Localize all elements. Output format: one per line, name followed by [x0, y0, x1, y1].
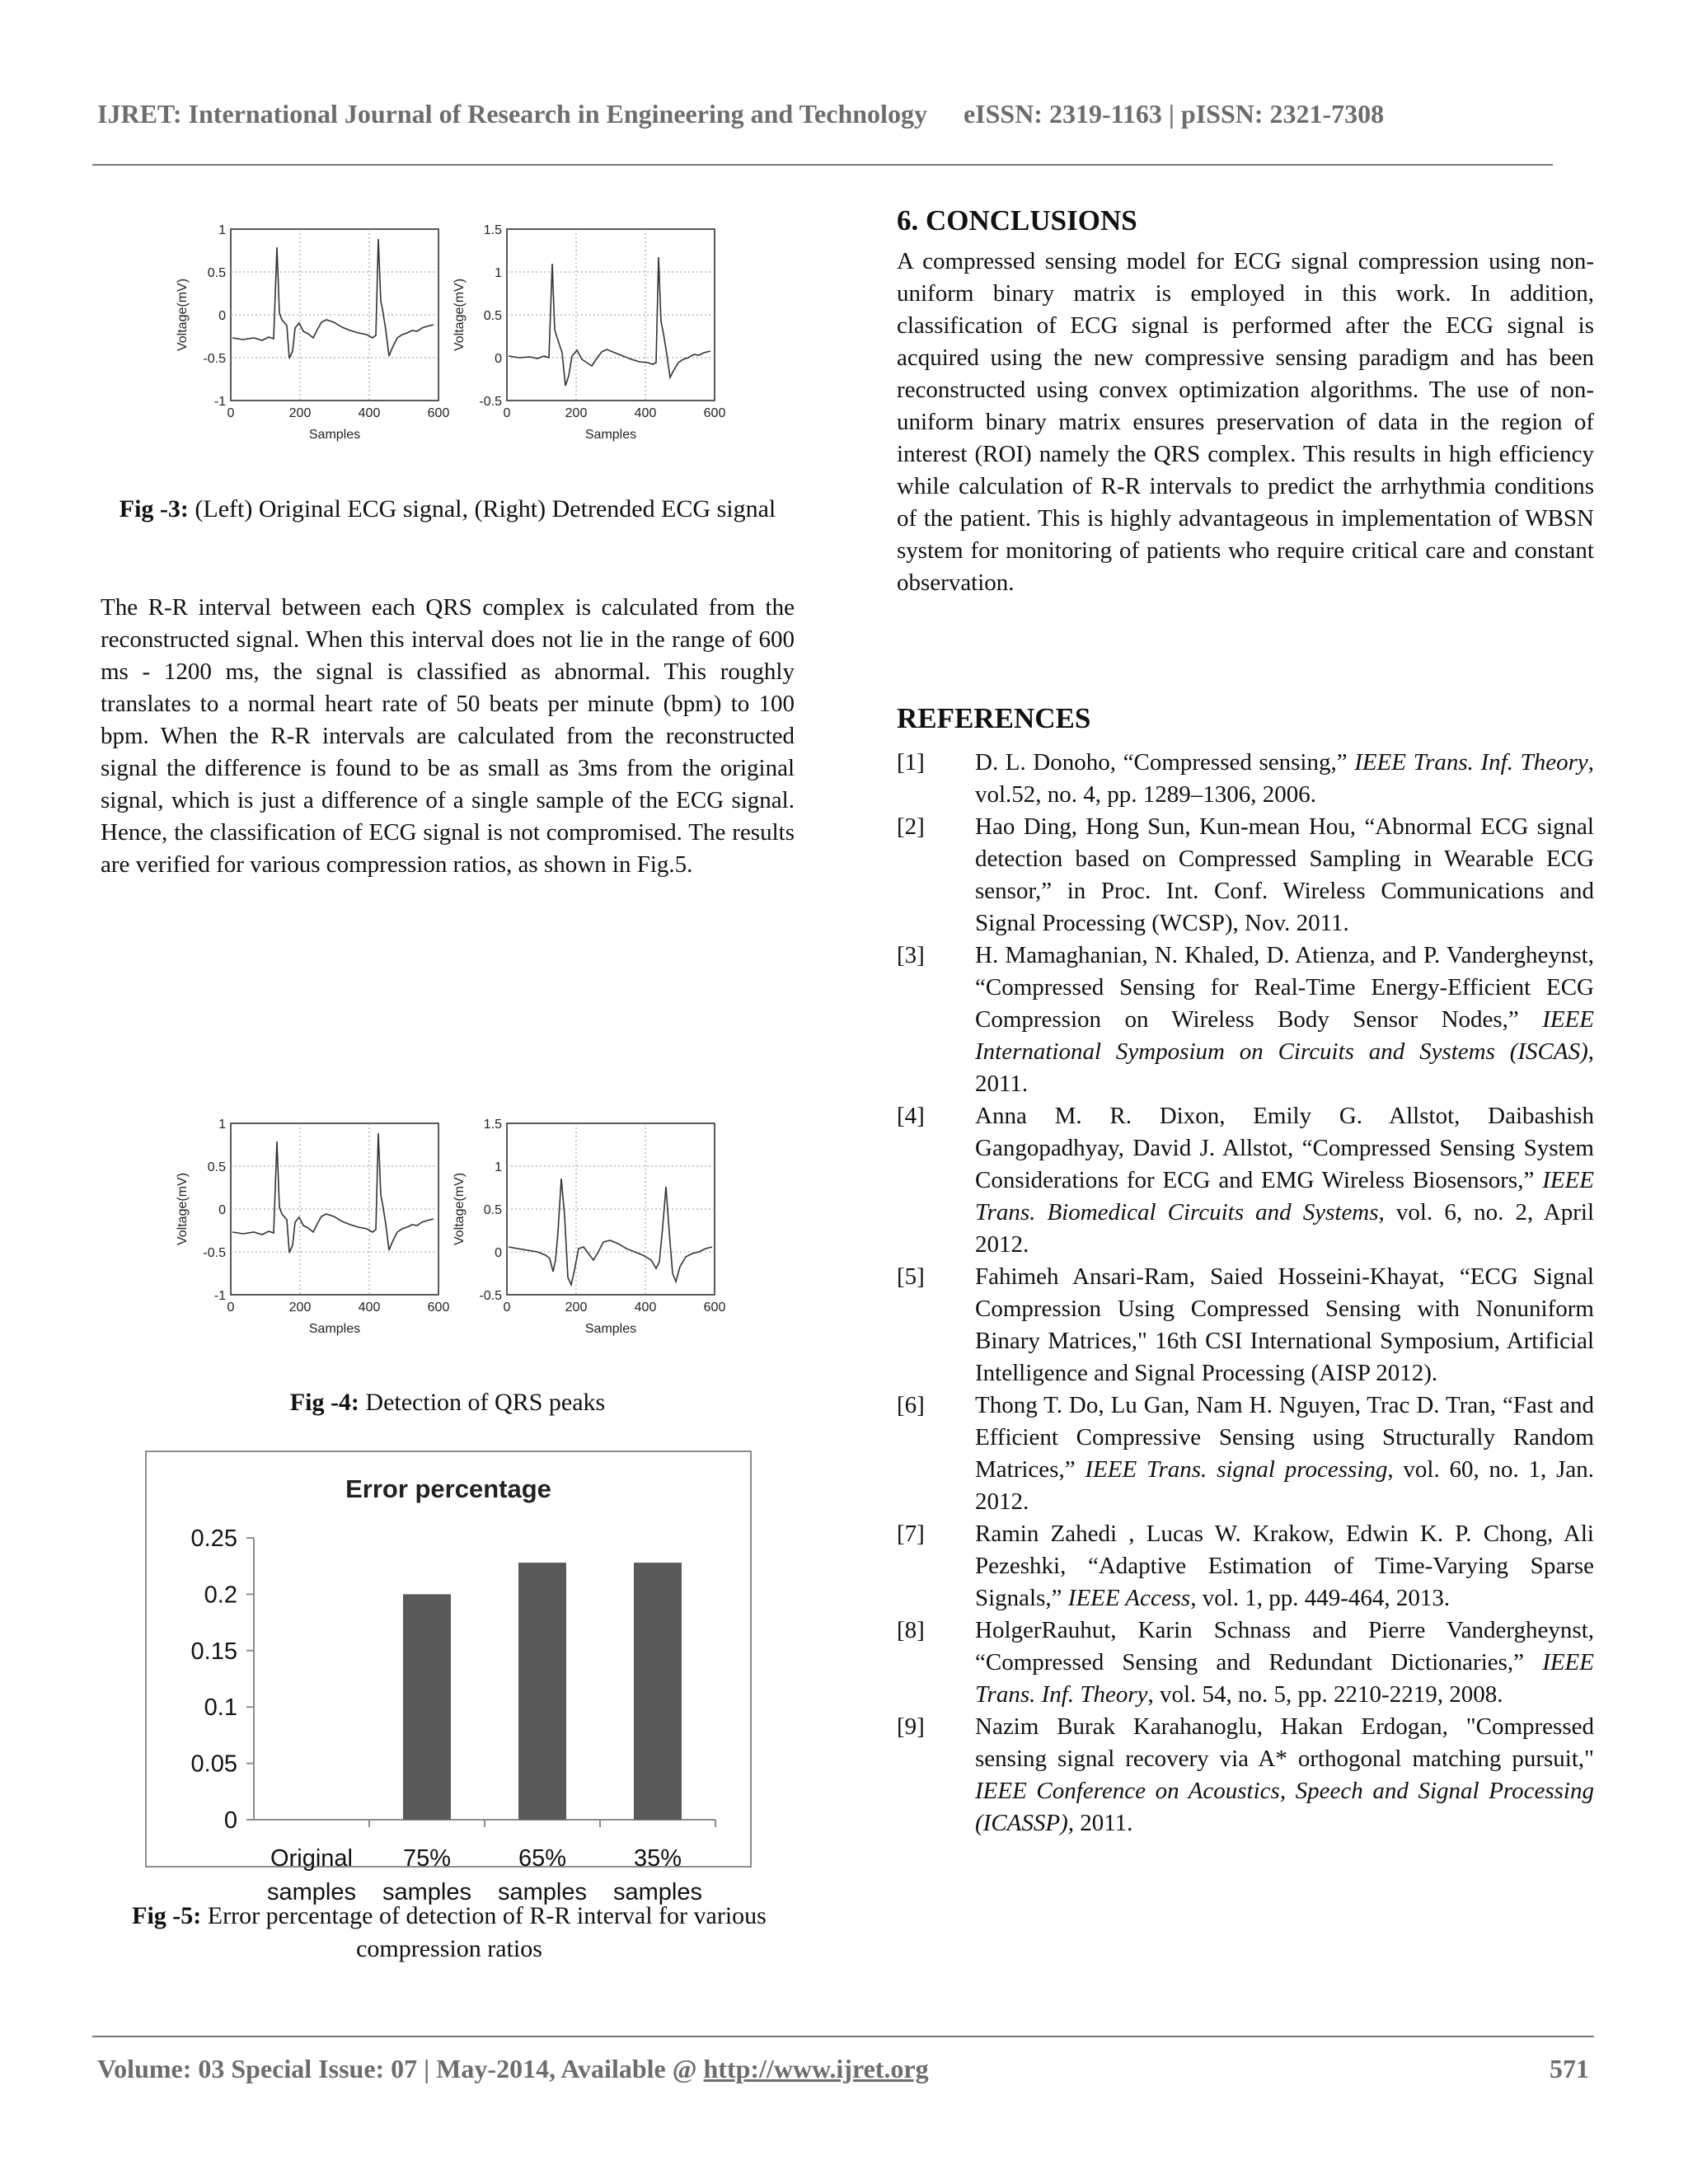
x-category-label: 65%: [518, 1845, 567, 1872]
chart-bars: [403, 1563, 682, 1820]
bar-3: [518, 1563, 566, 1820]
bar-4: [634, 1563, 682, 1820]
reference-item: [6] Thong T. Do, Lu Gan, Nam H. Nguyen, Trac D. Tran, “Fast and Efficient Compressive Sensing using Structurally Random Matrices,” IEEE Trans. signal processing, vol. 60, no. 1, Jan. 2012.: [897, 1392, 1594, 1515]
chart-title: Error percentage: [345, 1474, 551, 1503]
y-tick-label: 0.25: [190, 1526, 237, 1552]
svg-text:0: 0: [227, 1301, 235, 1315]
fig4-left-yticks: [203, 1118, 226, 1303]
fig3-left-xlabel: Samples: [308, 428, 361, 442]
svg-text:200: 200: [565, 406, 588, 420]
footer: [97, 2054, 929, 2084]
fig4-right-xlabel: Samples: [584, 1322, 637, 1336]
fig4-right-plot: [452, 1118, 725, 1336]
svg-text:-1: -1: [213, 395, 226, 409]
fig3-right-ylabel: Voltage(mV): [452, 278, 467, 352]
references-section: [897, 702, 1594, 1840]
fig5-caption-text: Error percentage of detection of R-R interval for various compression ratios: [201, 1902, 767, 1962]
fig3-caption-label: Fig -3:: [119, 495, 189, 523]
fig4-right-xticks: [504, 1301, 726, 1315]
fig4-right-yticks: [479, 1118, 502, 1303]
svg-text:0.5: 0.5: [483, 1203, 502, 1217]
svg-text:600: 600: [703, 406, 726, 420]
x-category-label: 35%: [633, 1845, 682, 1872]
svg-text:400: 400: [358, 406, 381, 420]
x-category-label: 75%: [402, 1845, 452, 1872]
svg-text:1: 1: [495, 266, 502, 280]
svg-text:0: 0: [503, 406, 511, 420]
fig3-left-yticks: [203, 223, 226, 409]
fig4-left-xticks: [227, 1301, 450, 1315]
fig4-left-ylabel: Voltage(mV): [176, 1172, 190, 1246]
header-rule: [92, 164, 1553, 166]
svg-text:0.5: 0.5: [483, 309, 502, 323]
footer-rule: [92, 2036, 1594, 2037]
svg-text:400: 400: [634, 1301, 657, 1315]
fig4-plots: [165, 1108, 742, 1347]
x-category-label: samples: [613, 1879, 702, 1905]
y-tick-label: 0: [223, 1807, 237, 1834]
svg-text:1: 1: [495, 1160, 502, 1174]
fig4-caption-label: Fig -4:: [289, 1389, 359, 1416]
reference-item: [9] Nazim Burak Karahanoglu, Hakan Erdogan, "Compressed sensing signal recovery via A* orthogonal matching pursuit," IEEE Conference on Acoustics, Speech and Signal Processing (ICASSP), 2011.: [897, 1713, 1594, 1836]
y-tick-label: 0.1: [204, 1694, 237, 1722]
svg-text:200: 200: [565, 1301, 588, 1315]
left-paragraph: The R-R interval between each QRS complex is calculated from the reconstructed signal. When this interval does not lie in the range of 600 ms - 1200 ms, the signal is classified as abnormal. This roughly translates to a normal heart rate of 50 beats per minute (bpm) to 100 bpm. When the R-R intervals are calculated from the reconstructed signal the difference is found to be as small as 3ms from the original signal, which is just a difference of a single sample of the ECG signal. Hence, the classification of ECG signal is not compromised. The results are verified for various compression ratios, as shown in Fig.5.: [101, 594, 795, 878]
journal-title: IJRET: International Journal of Research in Engineering and Technology: [97, 99, 927, 129]
svg-text:200: 200: [288, 1301, 312, 1315]
footer-text: Volume: 03 Special Issue: 07 | May-2014, Available @: [97, 2054, 704, 2083]
conclusions-heading: 6. CONCLUSIONS: [897, 204, 1137, 237]
fig5-caption-label: Fig -5:: [132, 1902, 202, 1929]
y-tick-label: 0.05: [190, 1750, 237, 1778]
svg-text:0: 0: [503, 1301, 511, 1315]
fig4-left-xlabel: Samples: [308, 1322, 361, 1336]
svg-text:0.5: 0.5: [207, 266, 226, 280]
svg-text:400: 400: [358, 1301, 381, 1315]
x-category-label: samples: [498, 1879, 587, 1905]
reference-item: [4] Anna M. R. Dixon, Emily G. Allstot, Daibashish Gangopadhyay, David J. Allstot, “Compressed Sensing System Considerations for ECG and EMG Wireless Biosensors,” IEEE Trans. Biomedical Circuits and Systems, vol. 6, no. 2, April 2012.: [897, 1103, 1594, 1258]
fig3-right-plot: [452, 223, 725, 442]
svg-text:0: 0: [495, 1246, 502, 1260]
fig5-caption: [124, 1900, 775, 1966]
svg-text:-1: -1: [213, 1289, 226, 1303]
svg-text:1.5: 1.5: [483, 1118, 502, 1132]
x-category-label: samples: [382, 1879, 471, 1905]
references-heading: REFERENCES: [897, 702, 1091, 734]
x-category-label: samples: [267, 1879, 356, 1905]
svg-text:-0.5: -0.5: [479, 395, 502, 409]
svg-text:600: 600: [427, 1301, 450, 1315]
y-tick-label: 0.2: [204, 1582, 237, 1609]
svg-text:1: 1: [218, 1118, 226, 1132]
journal-link[interactable]: http://www.ijret.org: [703, 2054, 929, 2083]
svg-text:1.5: 1.5: [483, 223, 502, 237]
fig4-right-ylabel: Voltage(mV): [452, 1172, 467, 1246]
x-category-label: Original: [270, 1845, 353, 1872]
svg-text:200: 200: [288, 406, 312, 420]
fig3-right-yticks: [479, 223, 502, 409]
y-tick-label: 0.15: [190, 1638, 237, 1665]
svg-text:600: 600: [703, 1301, 726, 1315]
reference-item: [5] Fahimeh Ansari-Ram, Saied Hosseini-Khayat, “ECG Signal Compression Using Compressed Sensing with Nonuniform Binary Matrices," 16th CSI International Symposium, Artificial Intelligence and Signal Processing (AISP 2012).: [897, 1263, 1594, 1386]
svg-text:1: 1: [218, 223, 226, 237]
svg-text:0: 0: [218, 1203, 226, 1217]
fig3-left-xticks: [227, 406, 450, 420]
fig3-left-plot: [176, 223, 449, 442]
fig4-left-plot: [176, 1118, 449, 1336]
svg-text:-0.5: -0.5: [479, 1289, 502, 1303]
fig4-caption: [101, 1386, 795, 1419]
conclusions-section: [897, 204, 1594, 599]
references-list: [897, 747, 1594, 1840]
fig3-caption: [101, 493, 795, 526]
reference-item: [1] D. L. Donoho, “Compressed sensing,” IEEE Trans. Inf. Theory, vol.52, no. 4, pp. 1289–1306, 2006.: [897, 749, 1594, 808]
svg-text:-0.5: -0.5: [203, 1246, 226, 1260]
bar-2: [403, 1594, 451, 1820]
error-percentage-chart: [145, 1451, 752, 1905]
fig4-caption-text: Detection of QRS peaks: [359, 1389, 606, 1416]
reference-item: [2] Hao Ding, Hong Sun, Kun-mean Hou, “Abnormal ECG signal detection based on Compressed Sampling in Wearable ECG sensor,” in Proc. Int. Conf. Wireless Communications and Signal Processing (WCSP), Nov. 2011.: [897, 813, 1594, 936]
svg-text:0: 0: [495, 352, 502, 366]
fig3-right-xlabel: Samples: [584, 428, 637, 442]
reference-item: [7] Ramin Zahedi , Lucas W. Krakow, Edwin K. P. Chong, Ali Pezeshki, “Adaptive Estimation of Time-Varying Sparse Signals,” IEEE Access, vol. 1, pp. 449-464, 2013.: [897, 1521, 1594, 1611]
journal-header: [97, 99, 1384, 129]
svg-text:0: 0: [218, 309, 226, 323]
fig3-caption-text: (Left) Original ECG signal, (Right) Detrended ECG signal: [188, 495, 776, 523]
journal-issn: eISSN: 2319-1163 | pISSN: 2321-7308: [963, 99, 1385, 129]
reference-item: [8] HolgerRauhut, Karin Schnass and Pierre Vandergheynst, “Compressed Sensing and Redundant Dictionaries,” IEEE Trans. Inf. Theory, vol. 54, no. 5, pp. 2210-2219, 2008.: [897, 1617, 1594, 1708]
svg-text:0.5: 0.5: [207, 1160, 226, 1174]
svg-text:-0.5: -0.5: [203, 352, 226, 366]
svg-text:400: 400: [634, 406, 657, 420]
page-number: 571: [1550, 2054, 1589, 2083]
fig3-plots: [165, 214, 742, 453]
reference-item: [3] H. Mamaghanian, N. Khaled, D. Atienza, and P. Vandergheynst, “Compressed Sensing for Real-Time Energy-Efficient ECG Compression on Wireless Body Sensor Nodes,” IEEE International Symposium on Circuits and Systems (ISCAS), 2011.: [897, 942, 1594, 1097]
fig3-left-ylabel: Voltage(mV): [176, 278, 190, 352]
svg-text:0: 0: [227, 406, 235, 420]
fig3-right-xticks: [504, 406, 726, 420]
svg-text:600: 600: [427, 406, 450, 420]
conclusions-text: A compressed sensing model for ECG signal compression using non-uniform binary matrix is employed in this work. In addition, classification of ECG signal is performed after the ECG signal is acquired using the new compressive sensing paradigm and has been reconstructed using convex optimization algorithms. The use of non-uniform binary matrix ensures preservation of data in the region of interest (ROI) namely the QRS complex. This results in high efficiency while calculation of R-R intervals to predict the arrhythmia conditions of the patient. This is highly advantageous in implementation of WBSN system for monitoring of patients who require critical care and constant observation.: [897, 248, 1594, 596]
